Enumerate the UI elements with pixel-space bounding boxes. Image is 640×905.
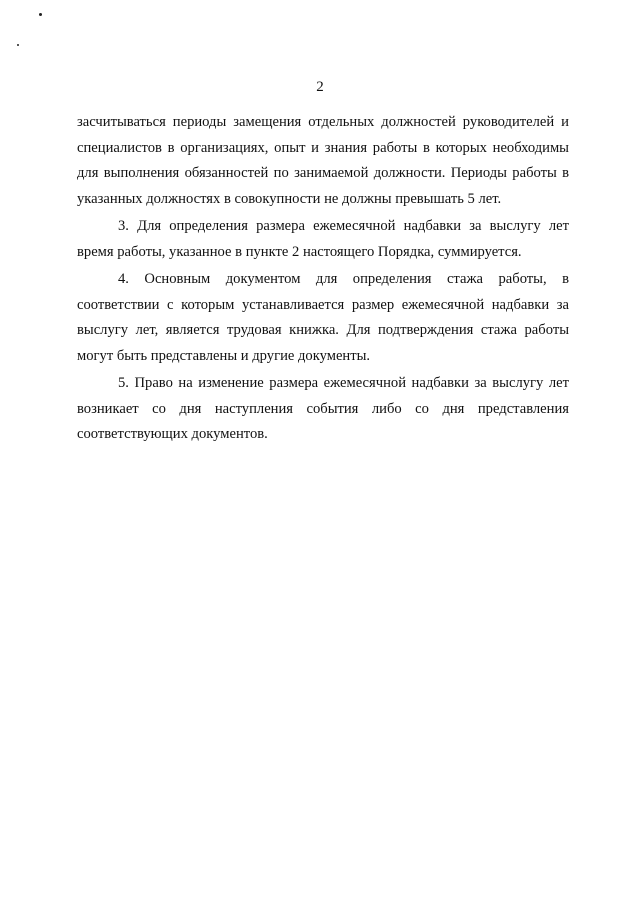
paragraph-item-3: 3. Для определения размера ежемесячной надбавки за выслугу лет время работы, указанное в пункте 2 настоящего Порядка, суммируется.: [77, 218, 569, 260]
paragraph-item-4: 4. Основным документом для определения стажа работы, в соответствии с которым устанавливается размер ежемесячной надбавки за выслугу лет, является трудовая книжка. Для подтверждения стажа работы могут быть представлены и другие документы.: [77, 271, 569, 364]
scan-speck: [17, 44, 19, 46]
paragraph-item-5: 5. Право на изменение размера ежемесячной надбавки за выслугу лет возникает со дня наступления события либо со дня представления соответствующих документов.: [77, 375, 569, 442]
page-number: 2: [316, 79, 324, 95]
scan-speck: [39, 13, 42, 16]
paragraph-continuation: засчитываться периоды замещения отдельных должностей руководителей и специалистов в организациях, опыт и знания работы в которых необходимы для выполнения обязанностей по занимаемой должности. Периоды работы в указанных должностях в совокупности не должны превышать 5 лет.: [77, 114, 569, 207]
document-body: [77, 110, 569, 450]
